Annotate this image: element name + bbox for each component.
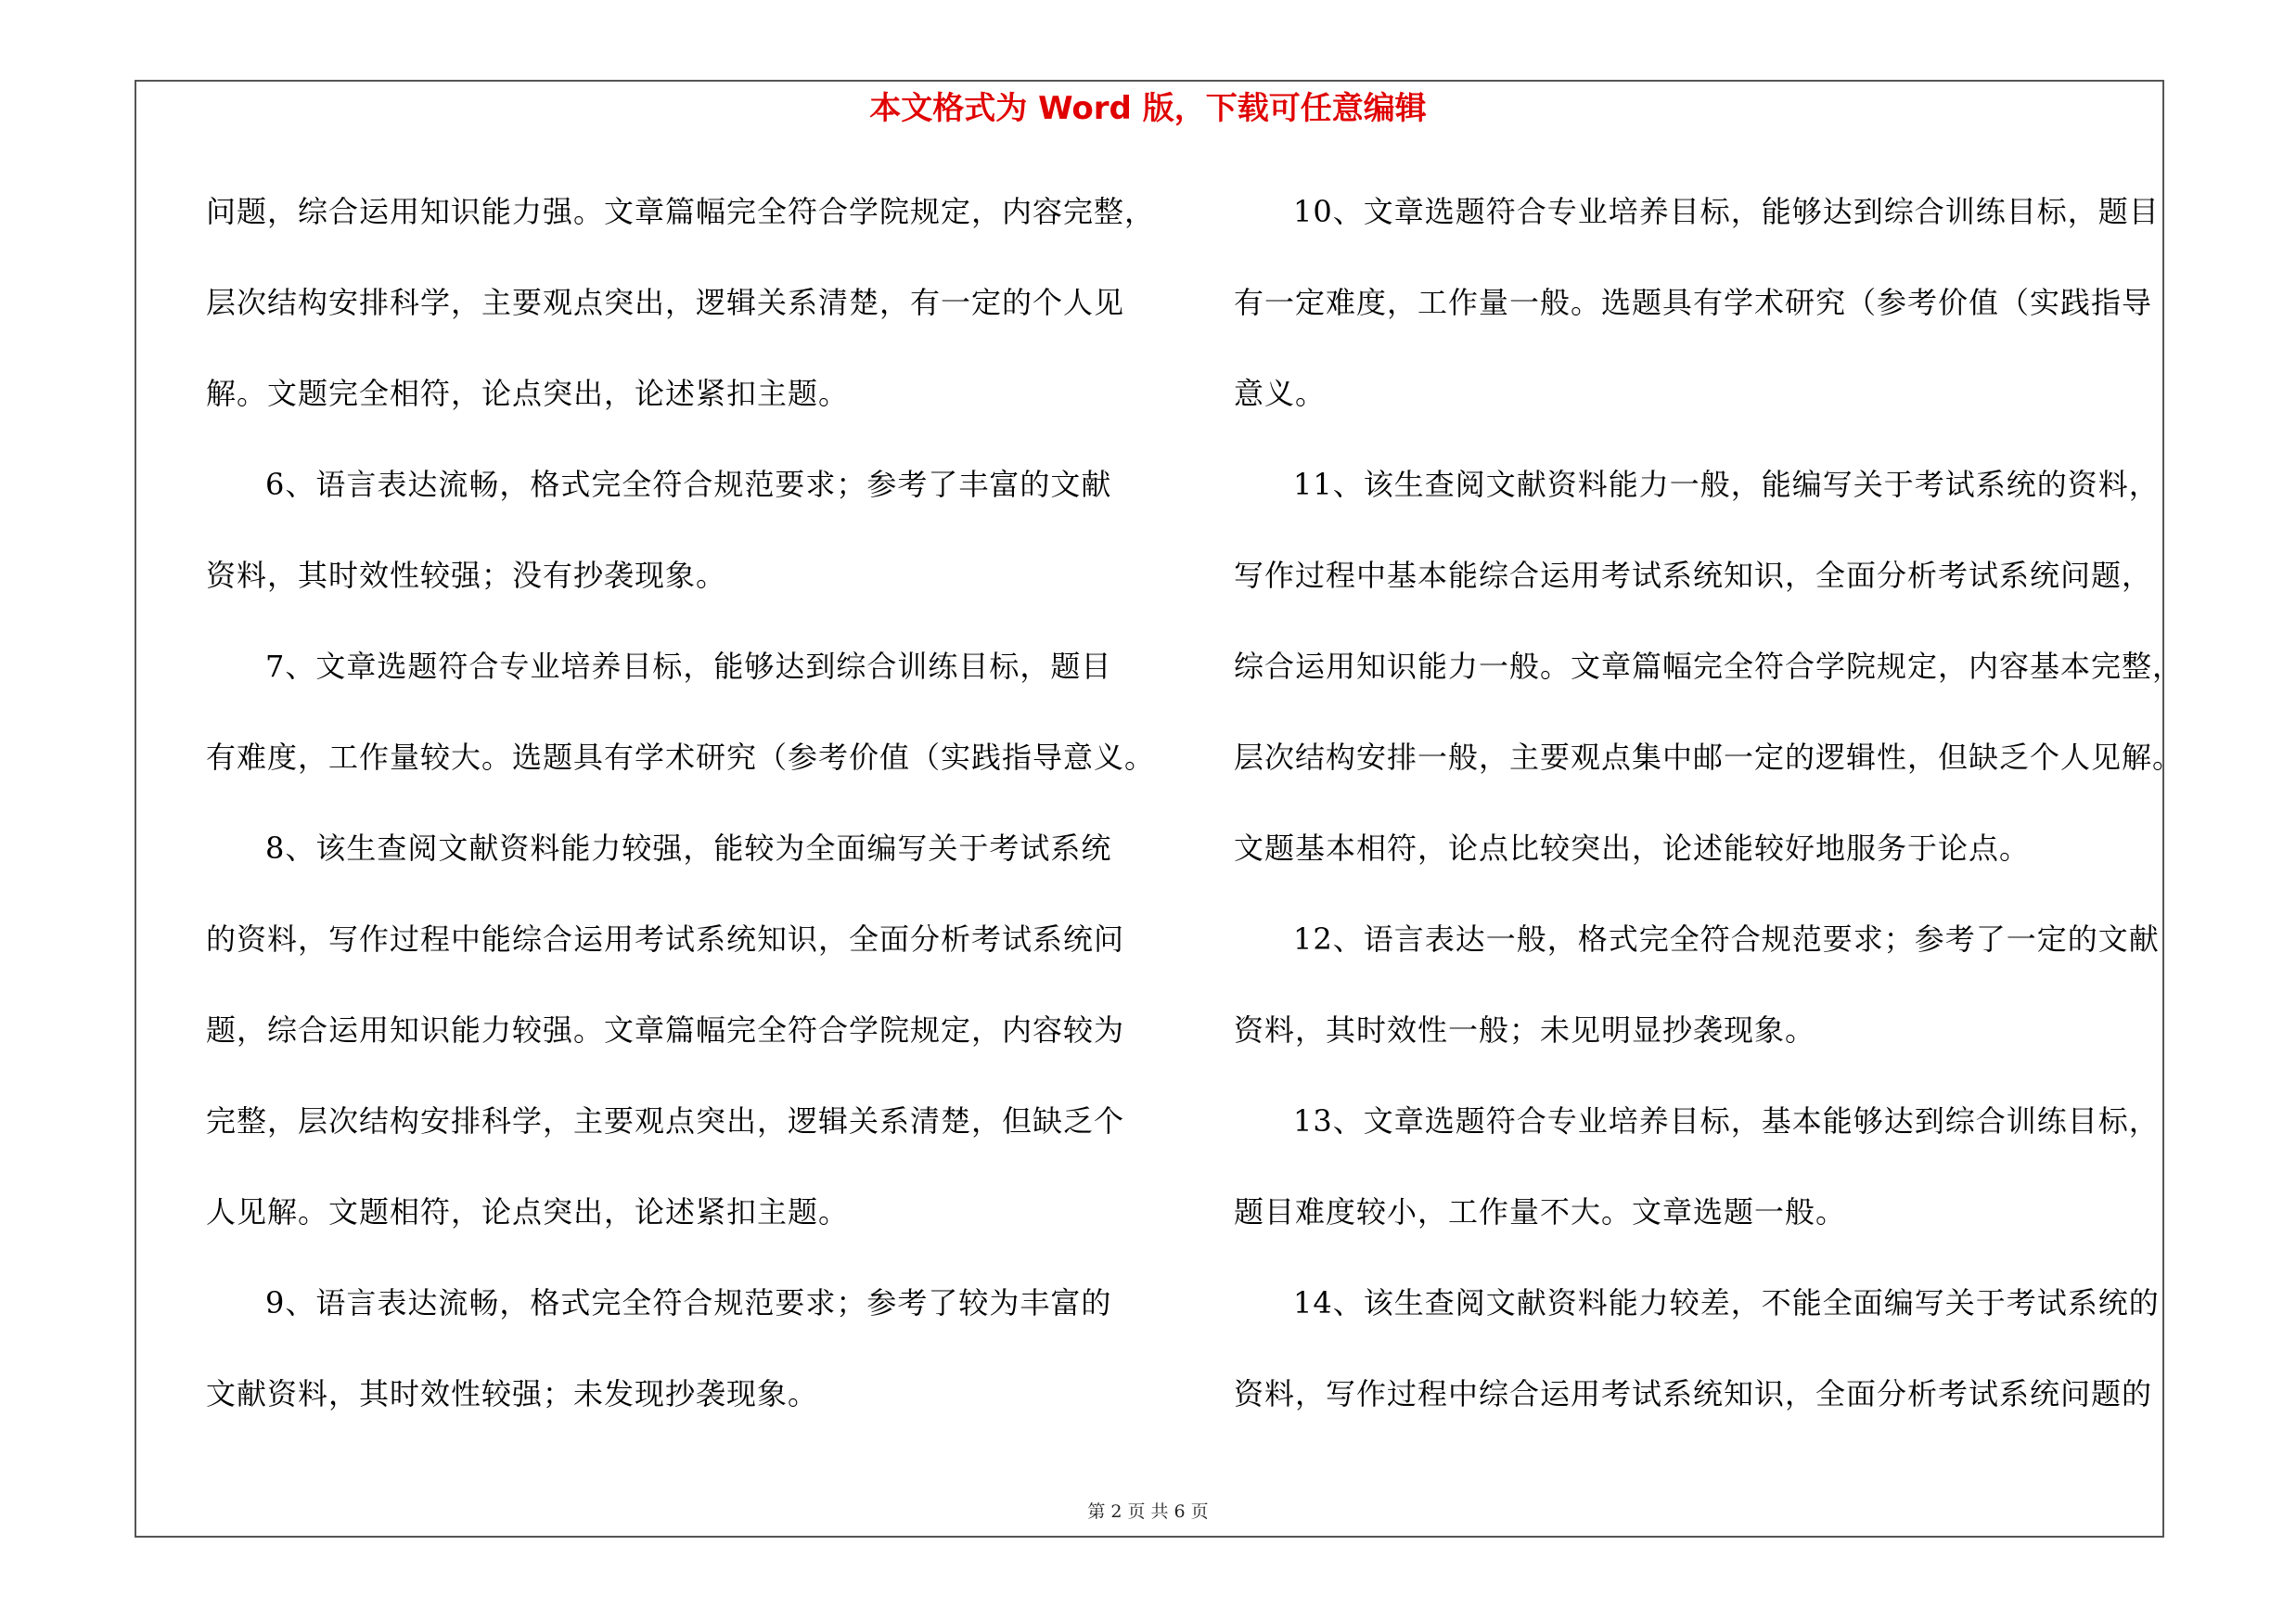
text-line: 资料，其时效性较强；没有抄袭现象。: [206, 558, 727, 593]
text-line: 文献资料，其时效性较强；未发现抄袭现象。: [206, 1376, 819, 1411]
text-line: 有一定难度，工作量一般。选题具有学术研究（参考价值（实践指导: [1234, 285, 2153, 320]
text-line: 14、该生查阅文献资料能力较差，不能全面编写关于考试系统的: [1293, 1285, 2160, 1320]
text-line: 资料，写作过程中综合运用考试系统知识，全面分析考试系统问题的: [1234, 1376, 2153, 1411]
text-line: 资料，其时效性一般；未见明显抄袭现象。: [1234, 1012, 1816, 1048]
text-line: 文题基本相符，论点比较突出，论述能较好地服务于论点。: [1234, 831, 2031, 866]
right-column: [1234, 182, 2184, 1455]
text-line: 意义。: [1234, 376, 1327, 411]
left-column: [206, 182, 1156, 1455]
page-footer: 第 2 页 共 6 页: [1087, 1501, 1209, 1522]
text-line: 层次结构安排科学，主要观点突出，逻辑关系清楚，有一定的个人见: [206, 285, 1125, 320]
text-line: 7、文章选题符合专业培养目标，能够达到综合训练目标，题目: [265, 649, 1112, 684]
text-line: 9、语言表达流畅，格式完全符合规范要求；参考了较为丰富的: [265, 1285, 1112, 1320]
text-line: 层次结构安排一般，主要观点集中邮一定的逻辑性，但缺乏个人见解。: [1234, 740, 2184, 775]
header-banner: 本文格式为 Word 版，下载可任意编辑: [869, 90, 1427, 127]
text-line: 综合运用知识能力一般。文章篇幅完全符合学院规定，内容基本完整，: [1234, 649, 2184, 684]
text-line: 13、文章选题符合专业培养目标，基本能够达到综合训练目标，: [1293, 1103, 2160, 1139]
text-line: 解。文题完全相符，论点突出，论述紧扣主题。: [206, 376, 850, 411]
text-line: 有难度，工作量较大。选题具有学术研究（参考价值（实践指导意义。: [206, 740, 1156, 775]
text-line: 题，综合运用知识能力较强。文章篇幅完全符合学院规定，内容较为: [206, 1012, 1125, 1048]
text-line: 的资料，写作过程中能综合运用考试系统知识，全面分析考试系统问: [206, 921, 1125, 957]
text-line: 题目难度较小，工作量不大。文章选题一般。: [1234, 1194, 1847, 1230]
text-line: 问题，综合运用知识能力强。文章篇幅完全符合学院规定，内容完整，: [206, 194, 1156, 229]
text-line: 10、文章选题符合专业培养目标，能够达到综合训练目标，题目: [1293, 194, 2160, 229]
text-line: 6、语言表达流畅，格式完全符合规范要求；参考了丰富的文献: [265, 467, 1112, 502]
text-line: 写作过程中基本能综合运用考试系统知识，全面分析考试系统问题，: [1234, 558, 2153, 593]
text-line: 人见解。文题相符，论点突出，论述紧扣主题。: [206, 1194, 850, 1230]
text-line: 12、语言表达一般，格式完全符合规范要求；参考了一定的文献: [1293, 921, 2160, 957]
text-line: 11、该生查阅文献资料能力一般，能编写关于考试系统的资料，: [1293, 467, 2160, 502]
text-line: 8、该生查阅文献资料能力较强，能较为全面编写关于考试系统: [265, 831, 1112, 866]
text-line: 完整，层次结构安排科学，主要观点突出，逻辑关系清楚，但缺乏个: [206, 1103, 1125, 1139]
